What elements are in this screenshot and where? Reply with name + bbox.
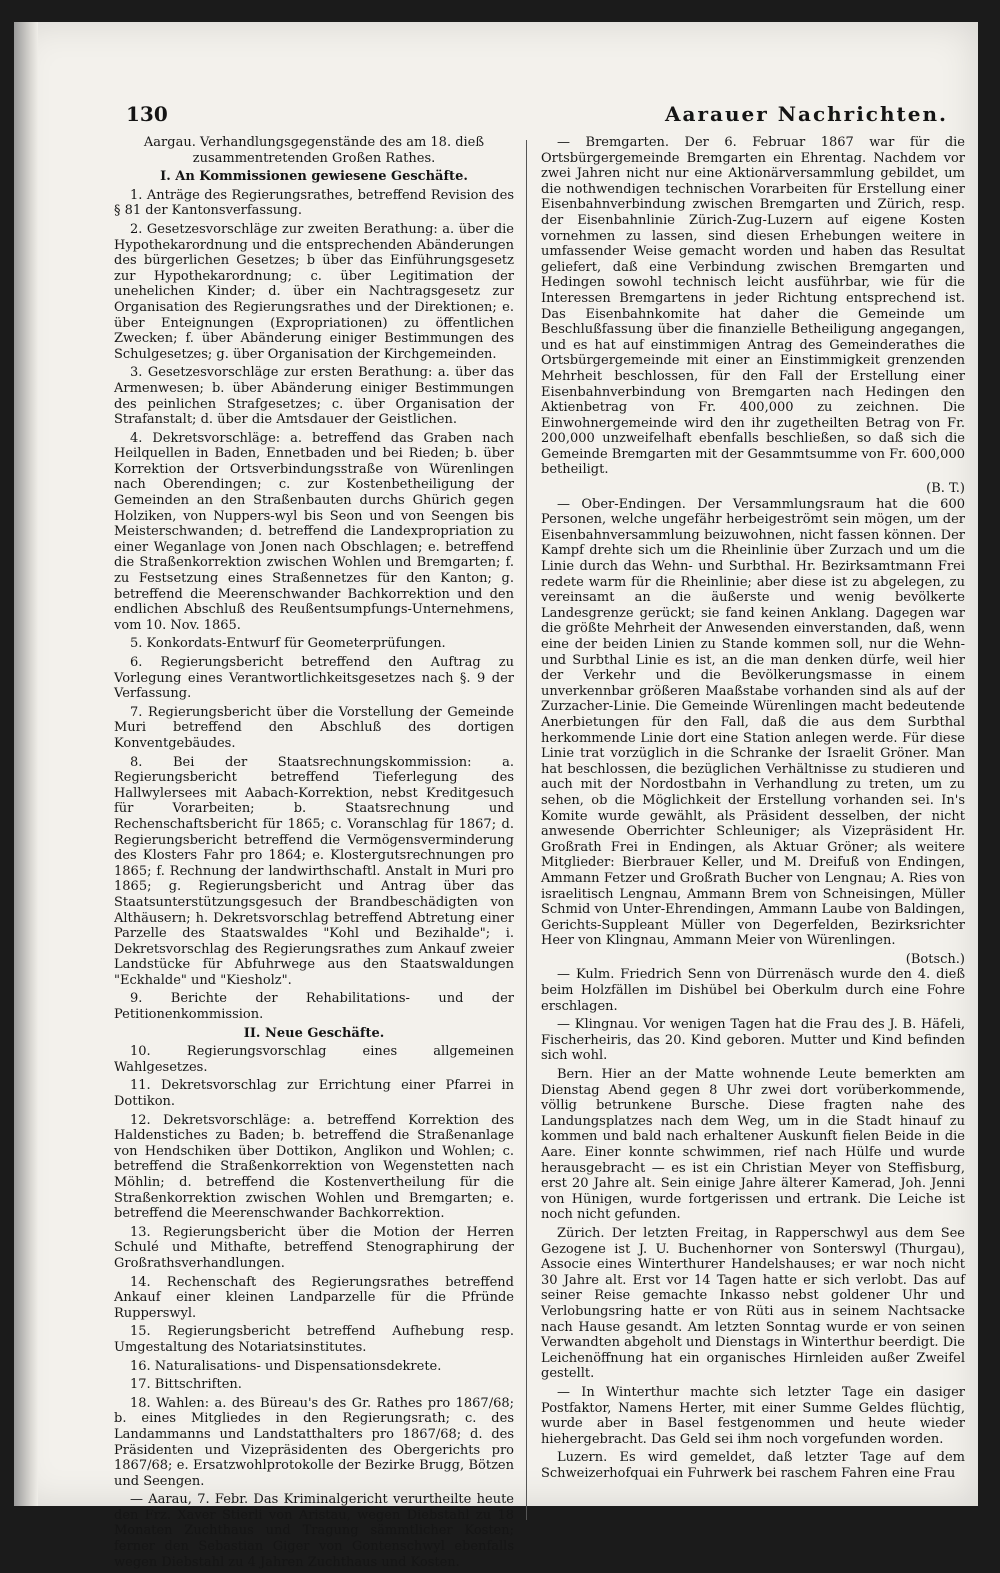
article-kulm: — Kulm. Friedrich Senn von Dürrenäsch wurde den 4. dieß beim Holzfällen im Dishübel bei Oberkulm durch eine Fohre erschlagen. <box>541 967 965 1014</box>
list-item: 17. Bittschriften. <box>130 1377 242 1393</box>
right-column <box>541 135 965 1484</box>
binding-gutter <box>14 22 38 1506</box>
list-item: 11. Dekretsvorschlag zur Errichtung einer Pfarrei in Dottikon. <box>114 1078 514 1110</box>
page-number: 130 <box>126 102 168 126</box>
left-column <box>114 135 514 1573</box>
running-head <box>126 102 948 132</box>
list-item: 5. Konkordats-Entwurf für Geometerprüfungen. <box>130 636 446 652</box>
list-item: 6. Regierungsbericht betreffend den Auftrag zu Vorlegung eines Verantwortlichkeitsgesetzes nach §. 9 der Verfassung. <box>114 655 514 702</box>
list-item: 2. Gesetzesvorschläge zur zweiten Berathung: a. über die Hypothekarordnung und die entsprechenden Abänderungen des bürgerlichen Gesetzes; b über das Einführungsgesetz zur Hypothekarordnung; c. über Legitimation der unehelichen Kinder; d. über ein Nachtragsgesetz zur Organisation des Regierungsrathes und der Direktionen; e. über Enteignungen (Expropriationen) zu öffentlichen Zwecken; f. über Abänderung einiger Bestimmungen des Schulgesetzes; g. über Organisation der Kirchgemeinden. <box>114 221 514 362</box>
section-title-commissions: I. An Kommissionen gewiesene Geschäfte. <box>160 169 468 185</box>
list-item: 13. Regierungsbericht über die Motion der Herren Schulé und Mithafte, betreffend Stenographirung der Großrathsverhandlungen. <box>114 1224 514 1271</box>
article-bern: Bern. Hier an der Matte wohnende Leute bemerkten am Dienstag Abend gegen 8 Uhr zwei dort vorüberkommende, völlig betrunkene Bursche. Diese fragten nahe des Landungsplatzes nach dem Weg, um in die Stadt hinauf zu kommen und bald nach erhaltener Auskunft fielen Beide in die Aare. Einer konnte schwimmen, rief nach Hülfe und wurde herausgebracht — es ist ein Christian Meyer von Steffisburg, erst 20 Jahre alt. Sein einige Jahre älterer Kamerad, Joh. Jenni von Hünigen, wurde fortgerissen und ertrank. Die Leiche ist noch nicht gefunden. <box>541 1067 965 1223</box>
article-klingnau: — Klingnau. Vor wenigen Tagen hat die Frau des J. B. Häfeli, Fischerheiris, das 20. Kind geboren. Mutter und Kind befinden sich wohl. <box>541 1017 965 1064</box>
column-rule <box>526 140 527 1520</box>
list-item: 4. Dekretsvorschläge: a. betreffend das Graben nach Heilquellen in Baden, Ennetbaden und bei Rieden; b. über Korrektion der Ortsverbindungsstraße von Würenlingen nach Oberendingen; c. zur Kostenbetheiligung der Gemeinden an den Straßenbauten durchs Ghürich gegen Holziken, von Nuppers-wyl bis Seon und von Seengen bis Meisterschwanden; d. betreffend die Landexpropriation zu einer Weganlage von Jonen nach Obschlagen; e. betreffend die Straßenkorrektion zwischen Wohlen und Bremgarten; f. zu Festsetzung eines Straßennetzes für den Kanton; g. betreffend die Meerenschwander Bachkorrektion und den endlichen Abschluß des Reußentsumpfungs-Unternehmens, vom 10. Nov. 1865. <box>114 430 514 633</box>
article-aarau: — Aarau, 7. Febr. Das Kriminalgericht verurtheilte heute den Frz. Xaver Stierli von Aristau, wegen Diebstahl zu 18 Monaten Zuchthaus und Tragung sämmtlicher Kosten; ferner den Sebastian Giger von Gontenschwyl ebenfalls wegen Diebstahl zu 4 Jahren Zuchthaus und Kosten. <box>114 1492 514 1570</box>
list-item: 1. Anträge des Regierungsrathes, betreffend Revision des § 81 der Kantonsverfassung. <box>114 187 514 219</box>
list-item: 14. Rechenschaft des Regierungsrathes betreffend Ankauf einer kleinen Landparzelle für die Pfründe Rupperswyl. <box>114 1274 514 1321</box>
article-zurich: Zürich. Der letzten Freitag, in Rapperschwyl aus dem See Gezogene ist J. U. Buchenhorner von Sonterswyl (Thurgau), Associe eines Winterthurer Handelshauses; er war noch nicht 30 Jahre alt. Erst vor 14 Tagen hatte er sich verlobt. Das auf seiner Reise gemachte Inkasso nebst goldener Uhr und Verlobungsring hatte er von Rüti aus in seinem Nachtsacke nach Hause gesandt. Am letzten Sonntag wurde er von seinen Verwandten abgeholt und Dienstags in Winterthur beerdigt. Die Leichenöffnung hat ein organisches Hirnleiden außer Zweifel gestellt. <box>541 1225 965 1382</box>
article-oberendingen: — Ober-Endingen. Der Versammlungsraum hat die 600 Personen, welche ungefähr herbeigeströmt sein mögen, um der Eisenbahnversammlung beizuwohnen, nicht fassen können. Der Kampf drehte sich um die Rheinlinie über Zurzach und um die Linie durch das Wehn- und Surbthal. Hr. Bezirksamtmann Frei redete warm für die Rheinlinie; aber diese ist zu abgelegen, zu vereinsamt an die äußerste und wenig bevölkerte Landesgrenze gerückt; sie fand keinen Anklang. Dagegen war die größte Mehrheit der Anwesenden einverstanden, daß, wenn eine der beiden Linien zu Stande kommen soll, nur die Wehn- und Surbthal Linie es ist, an die man denken dürfe, weil hier der Verkehr und die Bevölkerungsmasse in einem unverkennbar größeren Maaßstabe vorhanden sind als auf der Zurzacher-Linie. Die Gemeinde Würenlingen macht bedeutende Anerbietungen für den Fall, daß die aus dem Surbthal herkommende Linie dort eine Station anlegen werde. Für diese Linie trat vorzüglich in die Schranke der Israelit Gröner. Man hat beschlossen, die bezüglichen Verhältnisse zu studieren und auch mit der Nordostbahn in Verhandlung zu treten, um zu sehen, ob die Möglichkeit der Erstellung vorhanden sei. In's Komite wurde gewählt, als Präsident desselben, der nicht anwesende Oberrichter Schleuniger; als Vizepräsident Hr. Großrath Frei in Endingen, als Aktuar Gröner; als weitere Mitglieder: Bierbrauer Keller, und M. Dreifuß von Endingen, Ammann Fetzer und Großrath Bucher von Lengnau; A. Ries von israelitisch Lengnau, Ammann Brem von Schneisingen, Müller Schmid von Unter-Ehrendingen, Ammann Laube von Baldingen, Gerichts-Suppleant Müller von Degerfelden, Bezirksrichter Heer von Klingnau, Ammann Meier von Würenlingen. <box>541 496 965 949</box>
list-item: 16. Naturalisations- und Dispensationsdekrete. <box>130 1358 442 1374</box>
section-title-new-business: II. Neue Geschäfte. <box>243 1025 385 1041</box>
article-winterthur: — In Winterthur machte sich letzter Tage ein dasiger Postfaktor, Namens Herter, mit einer Summe Geldes flüchtig, wurde aber in Basel festgenommen und heute wieder hiehergebracht. Das Geld sei ihm noch vorgefunden worden. <box>541 1384 965 1447</box>
list-item: 7. Regierungsbericht über die Vorstellung der Gemeinde Muri betreffend den Abschluß des dortigen Konventgebäudes. <box>114 704 514 751</box>
newspaper-page <box>14 22 978 1570</box>
aargau-intro: Aargau. Verhandlungsgegenstände des am 18. dieß zusammentretenden Großen Rathes. <box>143 135 485 166</box>
article-bremgarten: — Bremgarten. Der 6. Februar 1867 war für die Ortsbürgergemeinde Bremgarten ein Ehrentag. Nachdem vor zwei Jahren nicht nur eine Aktionärversammlung gebildet, um die nothwendigen technischen Vorarbeiten für Erstellung einer Eisenbahnverbindung zwischen Bremgarten und Zürich, resp. der Eisenbahnlinie Zürich-Zug-Luzern auf eigene Kosten vornehmen zu lassen, sind diesen Erhebungen weitere in umfassender Weise gemacht worden und haben das Resultat geliefert, daß eine Verbindung zwischen Bremgarten und Hedingen sowohl technisch leicht ausführbar, wie für die Interessen Bremgartens in jeder Richtung entsprechend ist. Das Eisenbahnkomite hat daher die Gemeinde um Beschlußfassung über die finanzielle Betheiligung angegangen, und es hat auf einstimmigen Antrag des Gemeinderathes die Ortsbürgergemeinde mit einer an Einstimmigkeit grenzenden Mehrheit beschlossen, für den Fall der Erstellung einer Eisenbahnverbindung von Bremgarten nach Hedingen den Aktienbetrag von Fr. 400,000 zu zeichnen. Die Einwohnergemeinde wird den ihr zugetheilten Betrag von Fr. 200,000 unzweifelhaft ebenfalls beschließen, so daß sich die Gemeinde Bremgarten mit der Gesammtsumme von Fr. 600,000 betheiligt. <box>541 135 965 478</box>
masthead-title: Aarauer Nachrichten. <box>664 102 948 126</box>
article-luzern: Luzern. Es wird gemeldet, daß letzter Tage auf dem Schweizerhofquai ein Fuhrwerk bei raschem Fahren eine Frau <box>541 1450 965 1481</box>
list-item: 8. Bei der Staatsrechnungskommission: a. Regierungsbericht betreffend Tieferlegung des Hallwylersees mit Aabach-Korrektion, nebst Kreditgesuch für Vorarbeiten; b. Staatsrechnung und Rechenschaftsbericht für 1865; c. Voranschlag für 1867; d. Regierungsbericht betreffend die Vermögensverminderung des Klosters Fahr pro 1864; e. Klostergutsrechnungen pro 1865; f. Rechnung der landwirthschaftl. Anstalt in Muri pro 1865; g. Regierungsbericht und Antrag über das Staatsunterstützungsgesuch der Brandbeschädigten von Althäusern; h. Dekretsvorschlag betreffend Abtretung einer Parzelle des Staatswaldes "Kohl und Bezihalde"; i. Dekretsvorschlag des Regierungsrathes zum Ankauf zweier Landstücke für Abfuhrwege aus den Staatswaldungen "Eckhalde" und "Kiesholz". <box>114 754 514 988</box>
source-credit: (B. T.) <box>926 481 965 497</box>
source-credit: (Botsch.) <box>905 951 965 967</box>
list-item: 15. Regierungsbericht betreffend Aufhebung resp. Umgestaltung des Notariatsinstitutes. <box>114 1324 514 1355</box>
list-item: 18. Wahlen: a. des Büreau's des Gr. Rathes pro 1867/68; b. eines Mitgliedes in den Regierungsrath; c. des Landammanns und Landstatthalters pro 1867/68; d. des Präsidenten und Vizepräsidenten des Obergerichts pro 1867/68; e. Ersatzwohlprotokolle der Bezirke Brugg, Bötzen und Seengen. <box>114 1395 514 1489</box>
list-item: 12. Dekretsvorschläge: a. betreffend Korrektion des Haldenstiches zu Baden; b. betreffend die Straßenanlage von Hendschiken über Dottikon, Anglikon und Wohlen; c. betreffend die Straßenkorrektion von Wegenstetten nach Möhlin; d. betreffend die Kostenvertheilung für die Straßenkorrektion zwischen Wohlen und Bremgarten; e. betreffend die Meerenschwander Bachkorrektion. <box>114 1112 514 1222</box>
list-item: 10. Regierungsvorschlag eines allgemeinen Wahlgesetzes. <box>114 1044 514 1075</box>
list-item: 3. Gesetzesvorschläge zur ersten Berathung: a. über das Armenwesen; b. über Abänderung einiger Bestimmungen des peinlichen Strafgesetzes; c. über Organisation der Strafanstalt; d. über die Amtsdauer der Geistlichen. <box>114 365 514 428</box>
list-item: 9. Berichte der Rehabilitations- und der Petitionenkommission. <box>114 991 514 1023</box>
